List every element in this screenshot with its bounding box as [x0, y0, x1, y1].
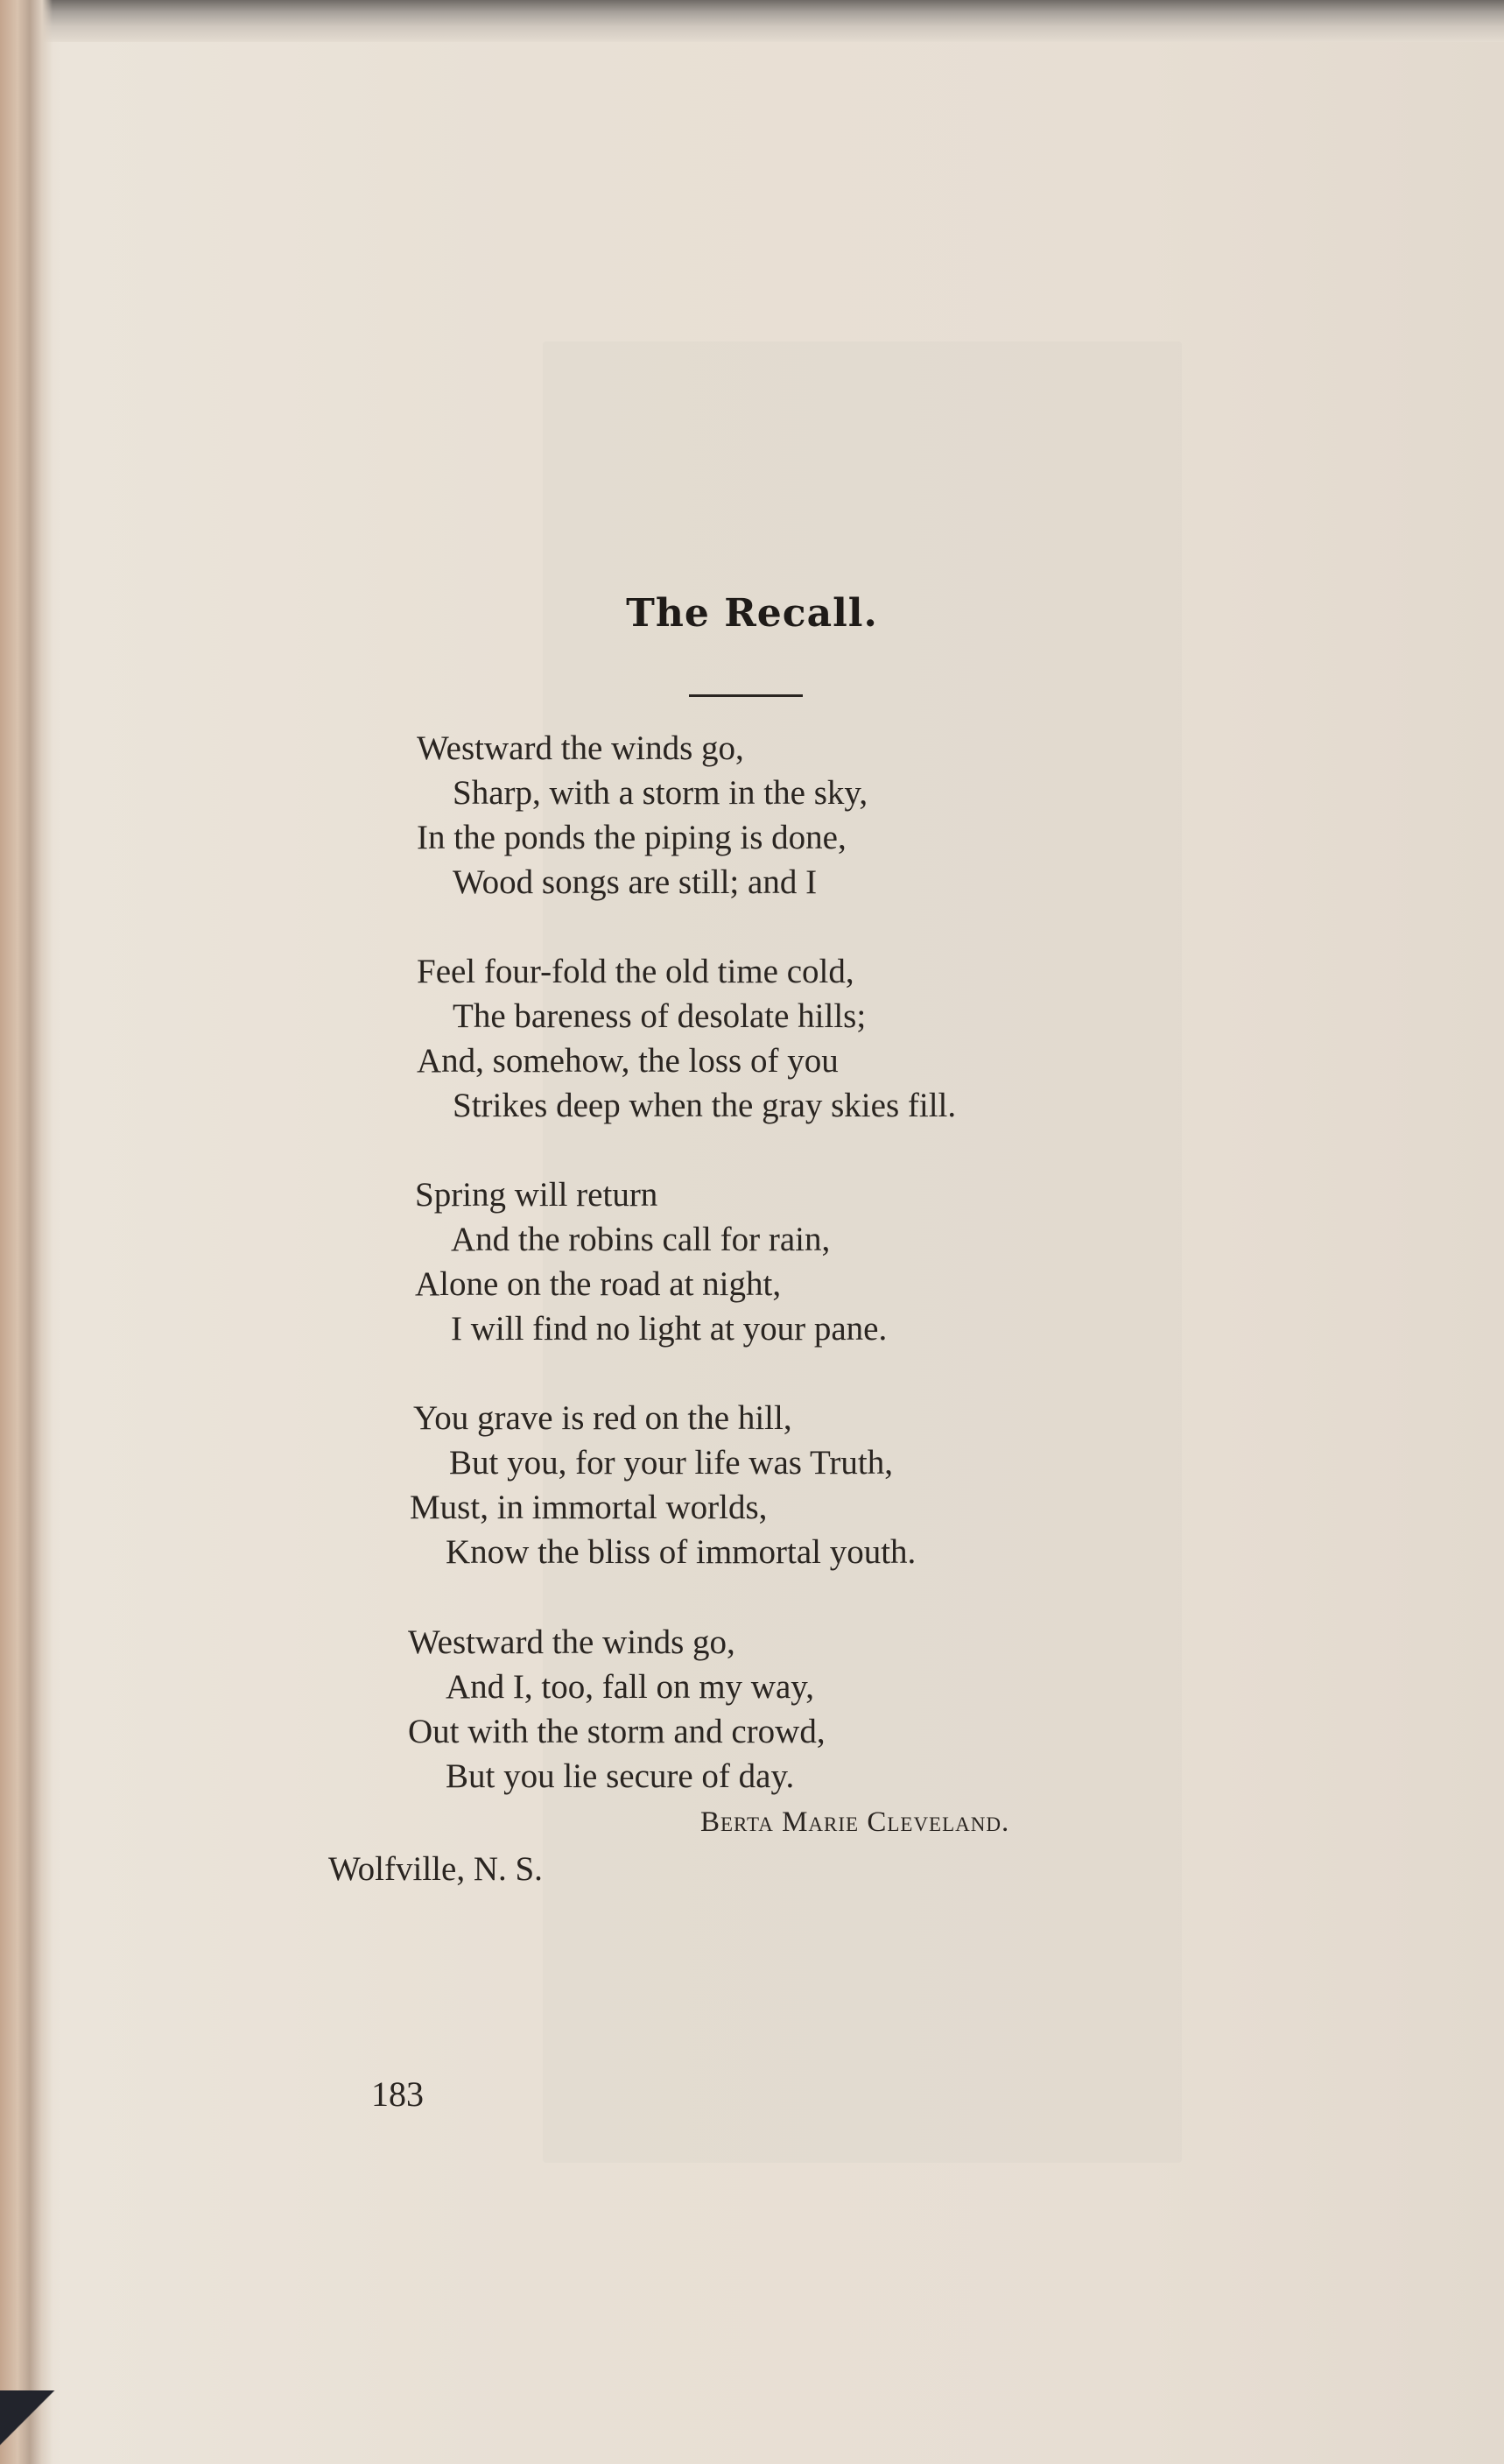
poem-line: Strikes deep when the gray skies fill.	[453, 1087, 957, 1124]
poem-line: And the robins call for rain,	[451, 1221, 831, 1258]
poem-line: The bareness of desolate hills;	[453, 997, 867, 1035]
poem-line: Alone on the road at night,	[415, 1265, 782, 1303]
poem-line: Out with the storm and crowd,	[408, 1713, 826, 1750]
author-signature: Berta Marie Cleveland.	[700, 1806, 1010, 1838]
place-line: Wolfville, N. S.	[328, 1850, 543, 1888]
poem-line: Westward the winds go,	[408, 1623, 735, 1661]
poem-line: Westward the winds go,	[417, 729, 744, 767]
poem-line: You grave is red on the hill,	[413, 1399, 792, 1437]
poem-line: Spring will return	[415, 1176, 658, 1214]
poem-line: Sharp, with a storm in the sky,	[453, 774, 868, 812]
poem-line: And, somehow, the loss of you	[417, 1042, 839, 1080]
poem-line: Know the bliss of immortal youth.	[446, 1533, 917, 1571]
poem-line: Feel four-fold the old time cold,	[417, 953, 854, 990]
poem-line: But you lie secure of day.	[446, 1757, 795, 1795]
page-number: 183	[371, 2074, 424, 2114]
poem-line: I will find no light at your pane.	[451, 1310, 888, 1348]
poem-line: But you, for your life was Truth,	[449, 1444, 893, 1482]
poem-title: The Recall.	[626, 591, 878, 636]
poem-line: Must, in immortal worlds,	[410, 1489, 768, 1526]
poem-line: In the ponds the piping is done,	[417, 819, 847, 856]
poem-line: Wood songs are still; and I	[453, 863, 818, 901]
poem-line: And I, too, fall on my way,	[446, 1668, 814, 1706]
